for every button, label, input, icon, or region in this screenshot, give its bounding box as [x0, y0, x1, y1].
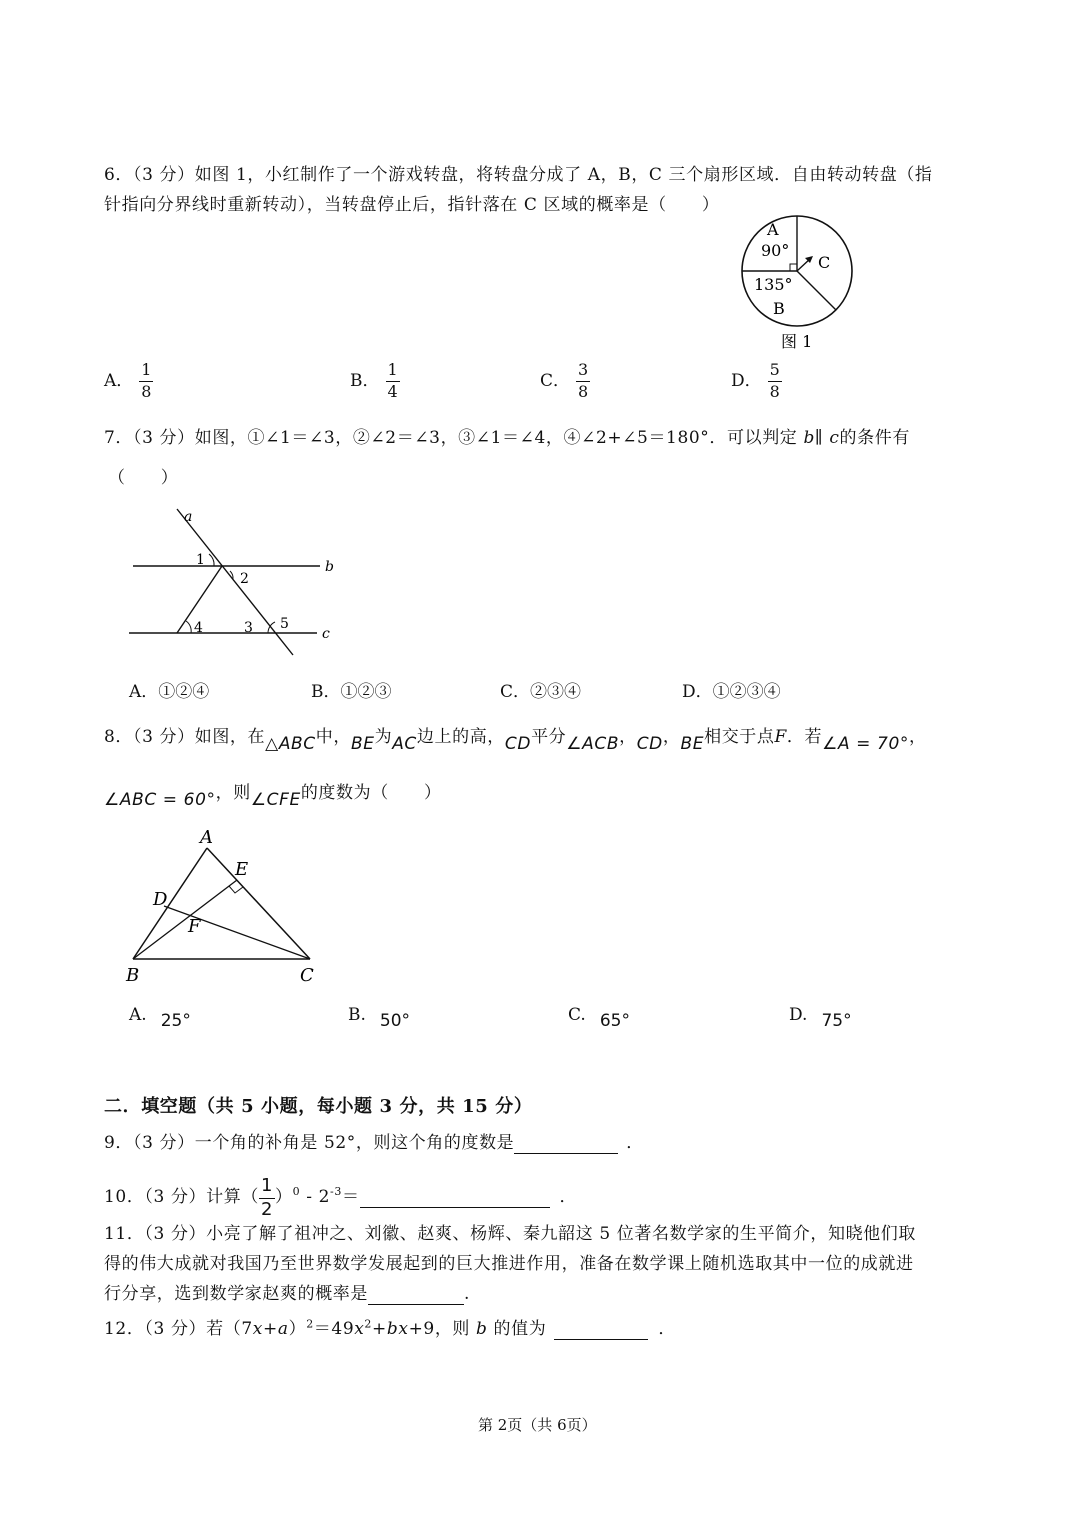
- q6-option-c[interactable]: C． $\frac{3}{8}$: [540, 360, 589, 401]
- q11-answer-blank[interactable]: [368, 1284, 464, 1305]
- q6-line-1: 6．（3 分）如图 1，小红制作了一个游戏转盘，将转盘分成了 A，B，C 三个扇形区域．自由转动转盘（指: [104, 165, 933, 185]
- vertex-b: B: [126, 965, 140, 986]
- q11-line-1: 11．（3 分）小亮了解了祖冲之、刘徽、赵爽、杨辉、秦九韶这 5 位著名数学家的生平简介，知晓他们取: [104, 1224, 916, 1244]
- section-title: 二．填空题（共 5 小题，每小题 3 分，共 15 分）: [104, 1096, 533, 1117]
- q8-line-1: 8．（3 分）如图，在△ABC中，BE为AC边上的高，CD平分∠ACB，CD，BE相交于点F．若∠A = 70°，: [104, 727, 927, 754]
- label-c: c: [322, 626, 330, 642]
- q6-line-2: 针指向分界线时重新转动），当转盘停止后，指针落在 C 区域的概率是（ ）: [104, 195, 720, 215]
- q7-option-a[interactable]: A．①②④: [129, 682, 210, 702]
- q12-line: 12．（3 分）若$(7x+a)^2=49x^2+bx+9$，则 b 的值为 ．: [104, 1317, 676, 1339]
- q8-option-d[interactable]: D. 75°: [789, 1005, 852, 1031]
- angle-1: 1: [196, 552, 205, 568]
- q8-option-c[interactable]: C. 65°: [568, 1005, 630, 1031]
- q8-option-b[interactable]: B. 50°: [348, 1005, 411, 1031]
- q10-answer-blank[interactable]: [360, 1187, 550, 1208]
- q7-option-b[interactable]: B．①②③: [311, 682, 392, 702]
- q11-line-3: 行分享，选到数学家赵爽的概率是 .: [104, 1284, 471, 1304]
- q6-option-d[interactable]: D． $\frac{5}{8}$: [731, 360, 780, 401]
- angle-4: 4: [194, 620, 203, 636]
- spinner-figure: [735, 210, 860, 355]
- q8-line-2: ∠ABC = 60°，则∠CFE的度数为（ ）: [104, 783, 442, 810]
- sector-c-label: C: [818, 253, 831, 272]
- q8-option-a[interactable]: A. 25°: [129, 1005, 191, 1031]
- vertex-e: E: [235, 859, 249, 880]
- triangle-figure: [120, 822, 335, 987]
- q6-option-b[interactable]: B． $\frac{1}{4}$: [350, 360, 398, 401]
- vertex-c: C: [300, 965, 314, 986]
- q12-answer-blank[interactable]: [554, 1319, 648, 1340]
- q11-line-2: 得的伟大成就对我国乃至世界数学发展起到的巨大推进作用，准备在数学课上随机选取其中一位的成就进: [104, 1254, 914, 1274]
- q10-line: 10．（3 分）计算（ $\frac{1}{2}$ ）$^0 - 2^{-3}=$ ．: [104, 1175, 578, 1220]
- label-a: a: [184, 509, 193, 525]
- angle-2: 2: [240, 571, 249, 587]
- q7-option-c[interactable]: C．②③④: [500, 682, 582, 702]
- q7-option-d[interactable]: D．①②③④: [682, 682, 781, 702]
- q9-answer-blank[interactable]: [514, 1133, 618, 1154]
- altitude-be: [133, 880, 237, 959]
- angle-5: 5: [280, 616, 289, 632]
- sector-a-angle: 90°: [761, 241, 790, 260]
- figure-caption: 图 1: [781, 332, 813, 351]
- q6-option-a[interactable]: A． $\frac{1}{8}$: [104, 360, 152, 401]
- vertex-a: A: [200, 827, 213, 848]
- sector-a-label: A: [767, 220, 779, 239]
- point-f: F: [188, 916, 201, 937]
- page-footer: 第 2页（共 6页）: [478, 1416, 597, 1434]
- sector-b-label: B: [773, 299, 785, 318]
- bisector-cd: [164, 906, 310, 959]
- angle-3: 3: [244, 620, 253, 636]
- point-d: D: [153, 889, 168, 910]
- q7-line-1: 7．（3 分）如图，①∠1＝∠3，②∠2＝∠3，③∠1＝∠4，④∠2+∠5＝180°．可以判定 b∥ c的条件有: [104, 428, 910, 448]
- q7-line-2: （ ）: [108, 468, 179, 488]
- q9-line: 9．（3 分）一个角的补角是 52°，则这个角的度数是 ．: [104, 1133, 644, 1153]
- label-b: b: [325, 559, 334, 575]
- parallel-lines-figure: [125, 505, 345, 665]
- sector-b-angle: 135°: [754, 275, 793, 294]
